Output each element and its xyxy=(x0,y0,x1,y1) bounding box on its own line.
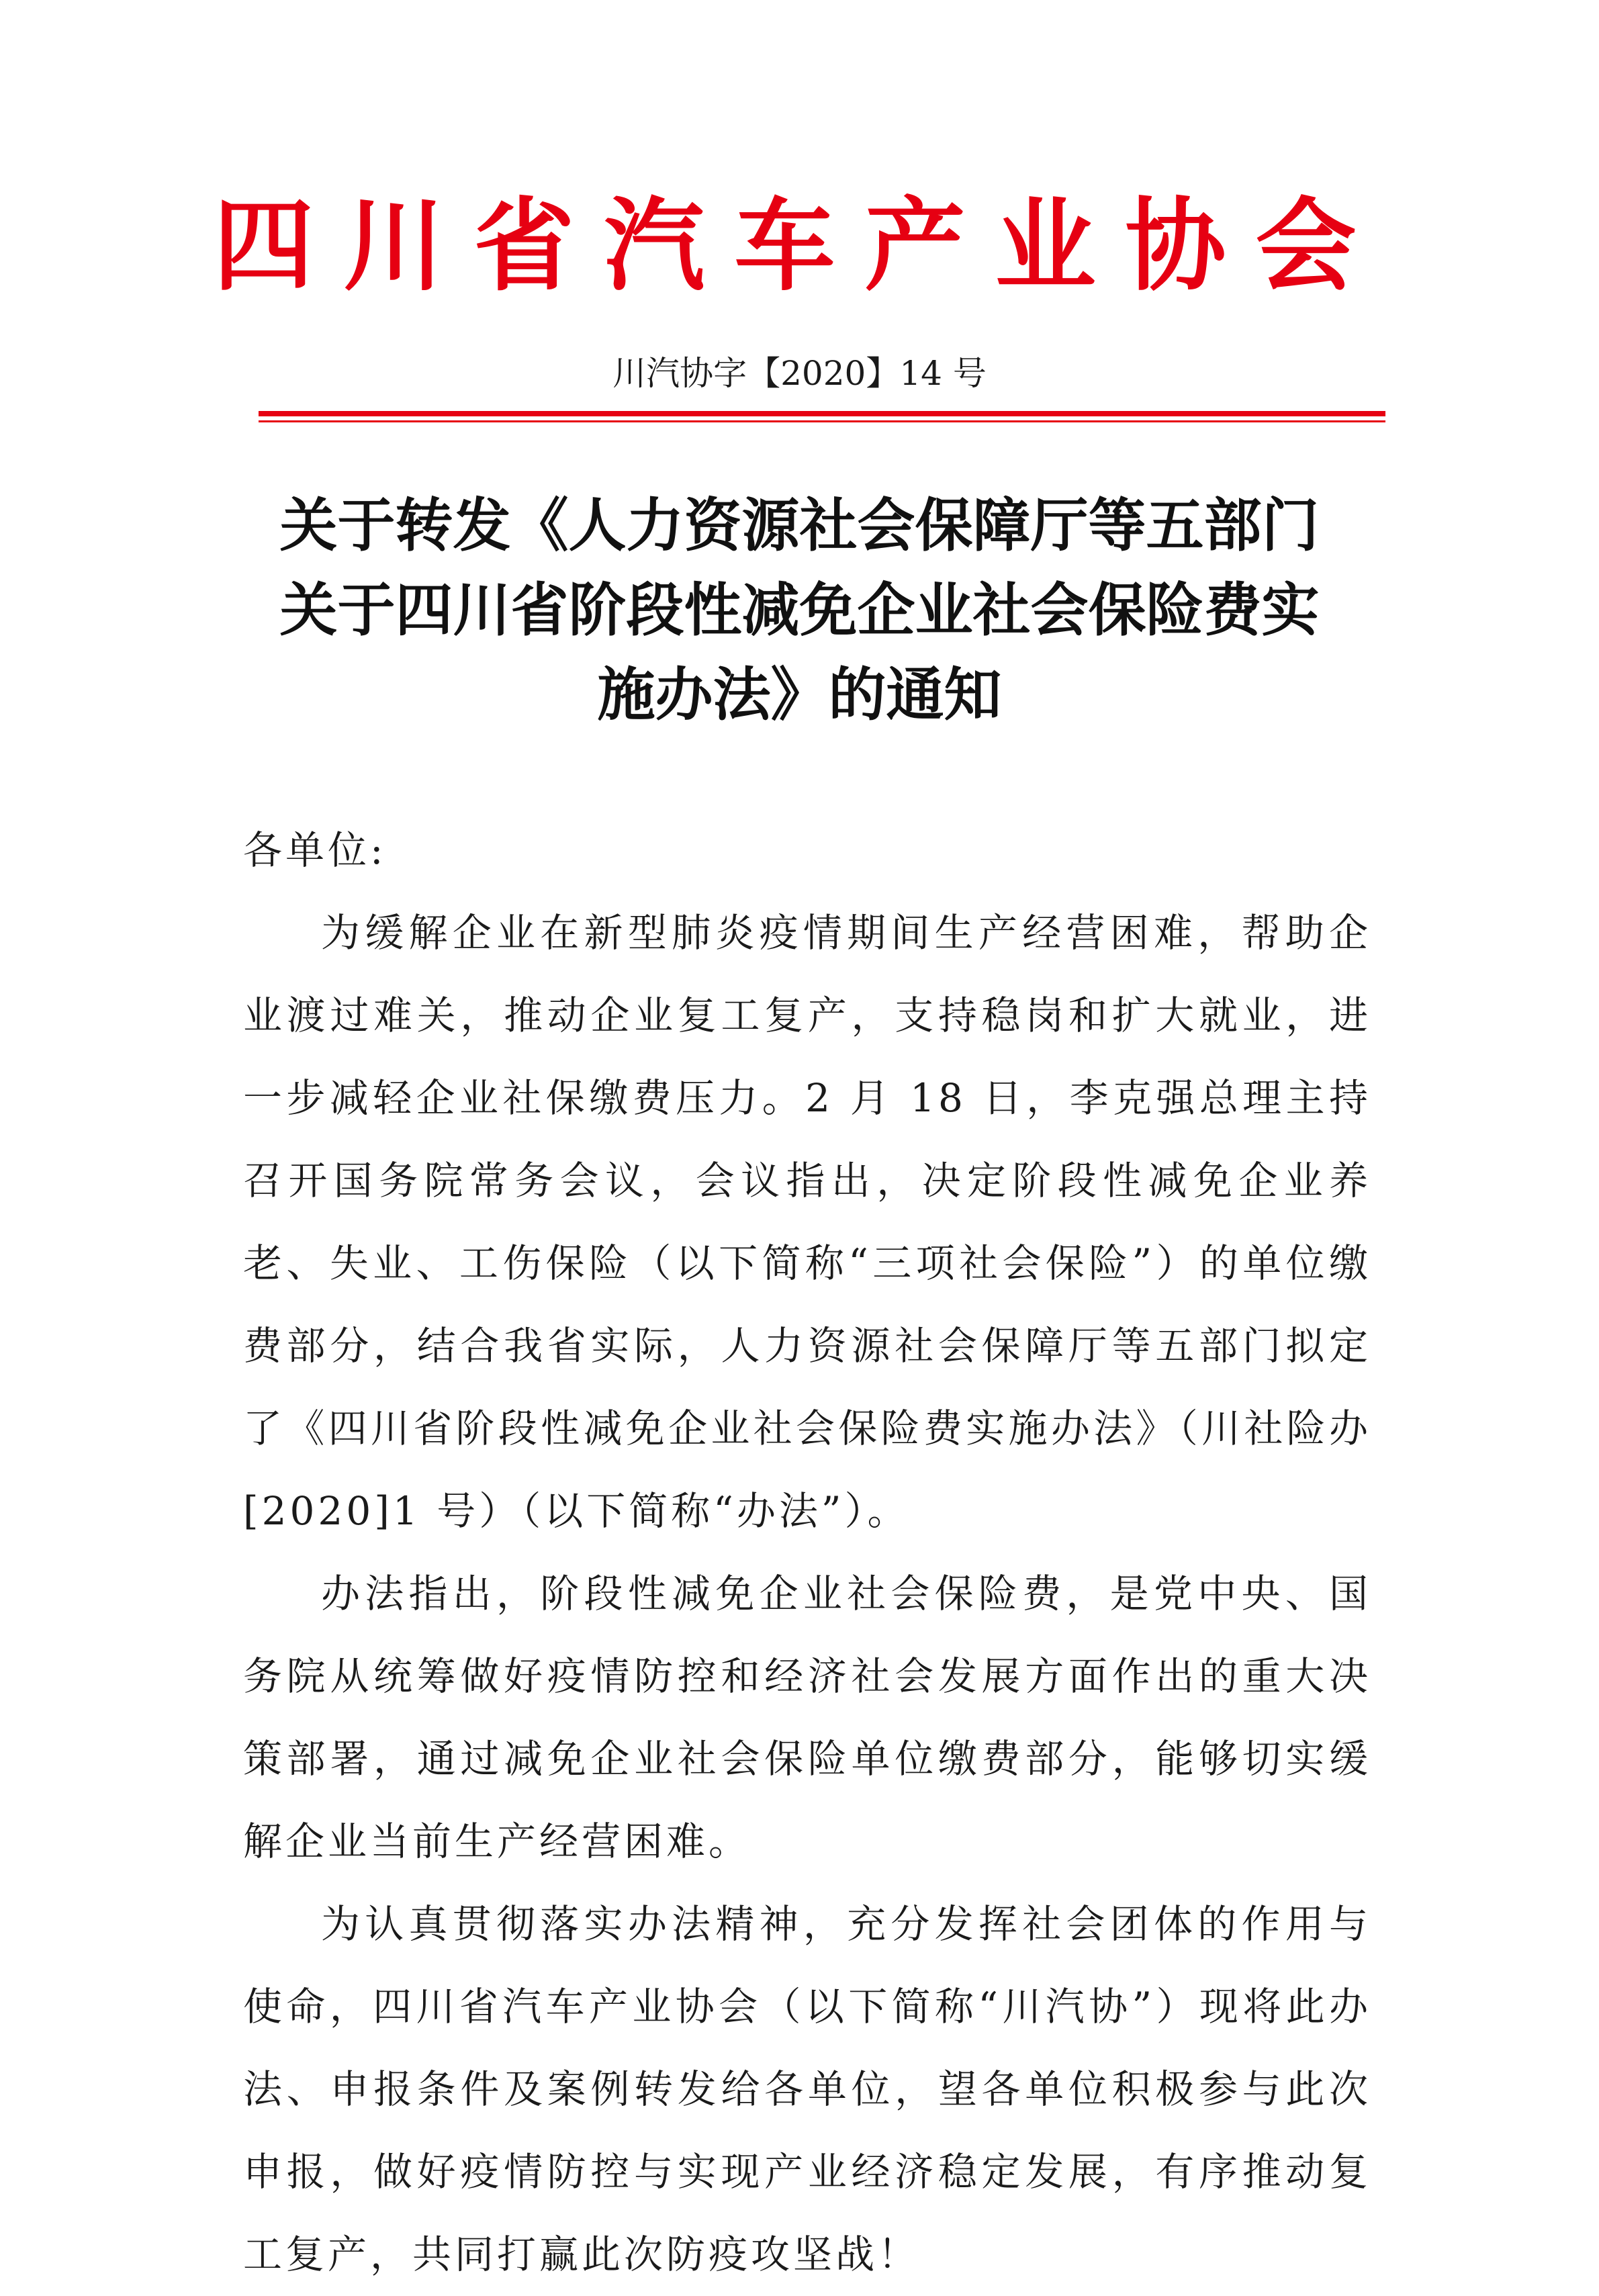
header-divider-thin xyxy=(259,420,1385,422)
document-number: 川汽协字【2020】14 号 xyxy=(612,354,987,393)
title-line-1: 关于转发《人力资源社会保障厅等五部门 xyxy=(279,492,1320,559)
title-line-2: 关于四川省阶段性减免企业社会保险费实 xyxy=(279,577,1320,644)
organization-name: 四川省汽车产业协会 xyxy=(213,188,1386,305)
body-paragraph-1: 为缓解企业在新型肺炎疫情期间生产经营困难，帮助企业渡过难关，推动企业复工复产，支持稳岗和扩大就业，进一步减轻企业社保缴费压力。2 月 18 日，李克强总理主持召开国务院常务会议，会议指出，决定阶段性减免企业养老、失业、工伤保险（以下简称“三项社会保险”）的单位缴费部分，结合我省实际，人力资源社会保障厅等五部门拟定了《四川省阶段性减免企业社会保险费实施办法》（川社险办[2020]1 号）（以下简称“办法”）。 xyxy=(243,910,1371,1534)
body-paragraph-2: 办法指出，阶段性减免企业社会保险费，是党中央、国务院从统筹做好疫情防控和经济社会发展方面作出的重大决策部署，通过减免企业社会保险单位缴费部分，能够切实缓解企业当前生产经营困难。 xyxy=(243,1571,1371,1864)
salutation: 各单位: xyxy=(243,827,387,873)
header-divider-thick xyxy=(259,411,1385,416)
document-title xyxy=(201,484,1398,737)
body-paragraph-3: 为认真贯彻落实办法精神，充分发挥社会团体的作用与使命，四川省汽车产业协会（以下简称“川汽协”）现将此办法、申报条件及案例转发给各单位，望各单位积极参与此次申报，做好疫情防控与实现产业经济稳定发展，有序推动复工复产，共同打赢此次防疫攻坚战！ xyxy=(243,1901,1371,2277)
document-body xyxy=(243,809,1371,2296)
title-line-3: 施办法》的通知 xyxy=(597,661,1002,729)
